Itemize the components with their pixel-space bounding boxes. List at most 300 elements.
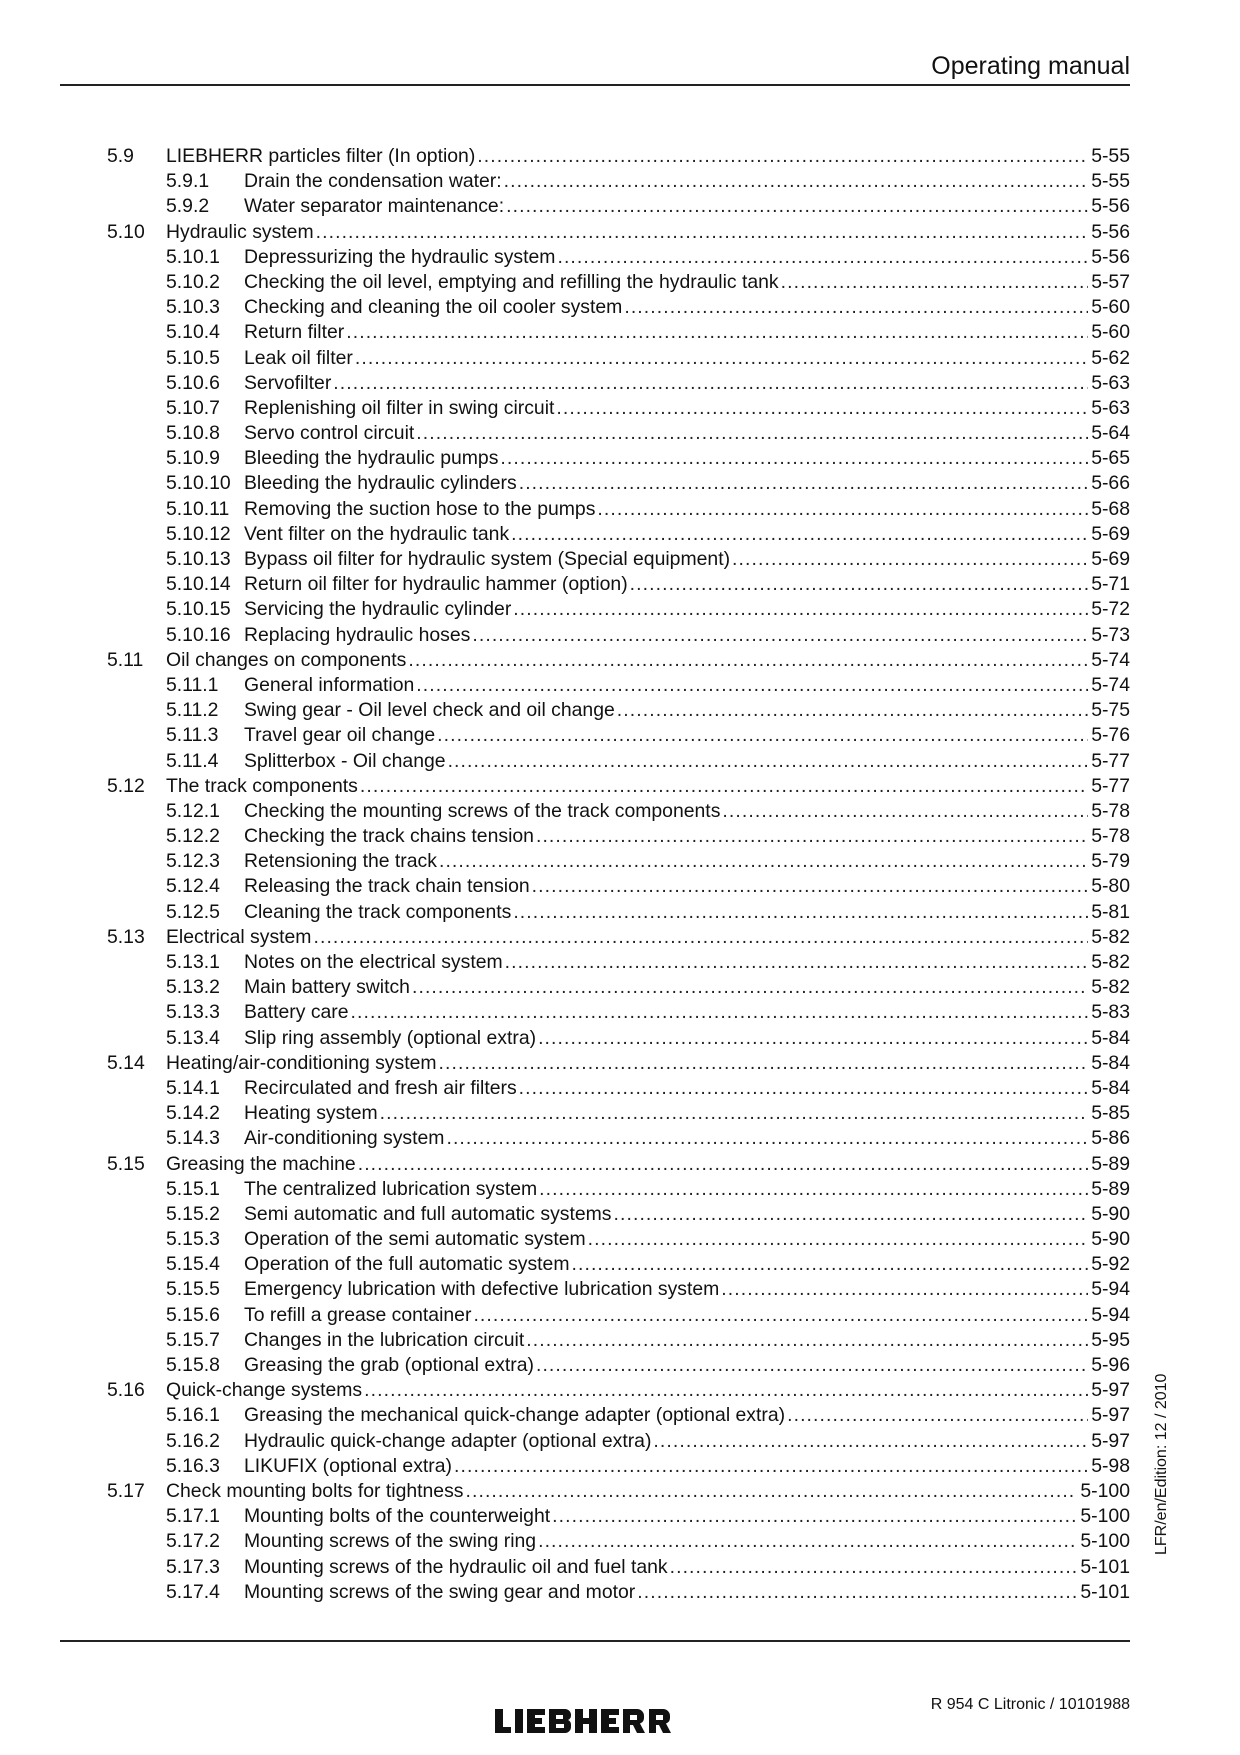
toc-entry-title: Mounting screws of the swing ring — [244, 1530, 537, 1553]
dot-leader — [597, 497, 1088, 522]
toc-entry-page: 5-78 — [1091, 825, 1130, 848]
toc-entry[interactable] — [107, 270, 1130, 295]
dot-leader — [448, 749, 1089, 774]
toc-entry-title: Bleeding the hydraulic cylinders — [244, 472, 517, 495]
toc-entry-page: 5-82 — [1091, 976, 1130, 999]
toc-entry[interactable] — [107, 1202, 1130, 1227]
toc-entry-page: 5-82 — [1091, 925, 1130, 948]
toc-entry-page: 5-55 — [1091, 170, 1130, 193]
dot-leader — [670, 1555, 1078, 1580]
toc-entry-line — [244, 623, 1130, 648]
toc-entry-line — [166, 774, 1130, 799]
toc-entry-line — [244, 346, 1130, 371]
toc-entry-number: 5.16.1 — [166, 1404, 220, 1427]
toc-entry-number: 5.12 — [107, 774, 145, 797]
toc-entry-line — [244, 723, 1130, 748]
toc-entry-number: 5.15.4 — [166, 1253, 220, 1276]
toc-entry-title: Depressurizing the hydraulic system — [244, 245, 556, 268]
toc-entry[interactable] — [107, 194, 1130, 219]
dot-leader — [552, 1504, 1077, 1529]
toc-entry[interactable] — [107, 1177, 1130, 1202]
dot-leader — [571, 1252, 1088, 1277]
toc-entry[interactable] — [107, 597, 1130, 622]
toc-entry-line — [244, 1252, 1130, 1277]
toc-entry[interactable] — [107, 1277, 1130, 1302]
toc-entry-title: Recirculated and fresh air filters — [244, 1076, 517, 1099]
toc-entry-number: 5.10.5 — [166, 346, 220, 369]
toc-entry-line — [244, 849, 1130, 874]
toc-entry-title: LIKUFIX (optional extra) — [244, 1454, 452, 1477]
toc-entry[interactable] — [107, 572, 1130, 597]
toc-entry-line — [244, 950, 1130, 975]
dot-leader — [358, 1152, 1088, 1177]
dot-leader — [526, 1328, 1088, 1353]
toc-entry-title: Water separator maintenance: — [244, 195, 505, 218]
toc-entry[interactable] — [107, 1429, 1130, 1454]
dot-leader — [439, 849, 1088, 874]
toc-entry[interactable] — [107, 1479, 1130, 1504]
toc-entry-line — [244, 799, 1130, 824]
toc-entry-number: 5.9.2 — [166, 195, 210, 218]
toc-entry[interactable] — [107, 1152, 1130, 1177]
toc-entry-page: 5-95 — [1091, 1328, 1130, 1351]
toc-entry-line — [244, 371, 1130, 396]
dot-leader — [437, 723, 1088, 748]
toc-entry-number: 5.10.2 — [166, 270, 220, 293]
toc-entry-title: Splitterbox - Oil change — [244, 749, 446, 772]
dot-leader — [538, 1026, 1088, 1051]
dot-leader — [617, 698, 1088, 723]
toc-entry[interactable] — [107, 371, 1130, 396]
toc-entry-line — [244, 497, 1130, 522]
toc-entry[interactable] — [107, 1076, 1130, 1101]
dot-leader — [380, 1101, 1089, 1126]
dot-leader — [416, 421, 1088, 446]
dot-leader — [500, 446, 1088, 471]
toc-entry-page: 5-90 — [1091, 1202, 1130, 1225]
toc-entry-title: Greasing the mechanical quick-change adapter (optional extra) — [244, 1404, 786, 1427]
dot-leader — [364, 1378, 1088, 1403]
toc-entry-title: Drain the condensation water: — [244, 170, 502, 193]
toc-entry-line — [244, 1000, 1130, 1025]
toc-entry-title: Mounting screws of the hydraulic oil and fuel tank — [244, 1555, 668, 1578]
dot-leader — [316, 220, 1089, 245]
toc-entry-title: Travel gear oil change — [244, 724, 436, 747]
toc-entry-line — [244, 1328, 1130, 1353]
edition-label: LFR/en/Edition: 12 / 2010 — [1153, 1373, 1170, 1555]
dot-leader — [473, 1303, 1088, 1328]
dot-leader — [360, 774, 1088, 799]
toc-entry[interactable] — [107, 295, 1130, 320]
toc-entry-number: 5.17.3 — [166, 1555, 220, 1578]
toc-entry-page: 5-83 — [1091, 1001, 1130, 1024]
toc-entry-line — [166, 144, 1130, 169]
toc-entry-title: Mounting screws of the swing gear and motor — [244, 1580, 636, 1603]
toc-entry-page: 5-94 — [1091, 1303, 1130, 1326]
toc-entry-page: 5-63 — [1091, 396, 1130, 419]
toc-entry-title: Semi automatic and full automatic systems — [244, 1202, 612, 1225]
toc-entry[interactable] — [107, 849, 1130, 874]
toc-entry-title: Heating system — [244, 1102, 378, 1125]
toc-entry-title: Emergency lubrication with defective lubrication system — [244, 1278, 720, 1301]
toc-entry[interactable] — [107, 1403, 1130, 1428]
toc-entry-number: 5.10.4 — [166, 321, 220, 344]
toc-entry-line — [244, 824, 1130, 849]
dot-leader — [313, 925, 1088, 950]
toc-entry-page: 5-60 — [1091, 321, 1130, 344]
dot-leader — [532, 874, 1089, 899]
toc-entry-line — [244, 446, 1130, 471]
toc-entry-number: 5.11.4 — [166, 749, 219, 772]
toc-entry-title: Greasing the grab (optional extra) — [244, 1354, 534, 1376]
toc-entry-title: Changes in the lubrication circuit — [244, 1328, 525, 1351]
toc-entry-page: 5-101 — [1080, 1580, 1130, 1603]
dot-leader — [732, 547, 1088, 572]
toc-entry[interactable] — [107, 1101, 1130, 1126]
toc-entry-page: 5-97 — [1091, 1404, 1130, 1427]
toc-entry[interactable] — [107, 421, 1130, 446]
toc-entry-line — [166, 1152, 1130, 1177]
toc-entry-page: 5-74 — [1091, 673, 1130, 696]
toc-entry[interactable] — [107, 623, 1130, 648]
toc-entry-number: 5.15.2 — [166, 1202, 220, 1225]
toc-entry-number: 5.10.3 — [166, 296, 220, 319]
toc-entry-number: 5.13 — [107, 925, 145, 948]
toc-entry-line — [244, 1429, 1130, 1454]
toc-entry[interactable] — [107, 925, 1130, 950]
toc-entry-title: Operation of the full automatic system — [244, 1253, 570, 1276]
dot-leader — [630, 572, 1089, 597]
toc-entry[interactable] — [107, 1126, 1130, 1151]
toc-entry-title: LIEBHERR particles filter (In option) — [166, 145, 476, 167]
toc-entry-title: The centralized lubrication system — [244, 1177, 538, 1200]
toc-entry-number: 5.16.3 — [166, 1454, 220, 1477]
toc-entry-page: 5-97 — [1091, 1379, 1130, 1402]
toc-entry-title: Releasing the track chain tension — [244, 875, 530, 898]
toc-entry[interactable] — [107, 723, 1130, 748]
toc-entry-line — [244, 194, 1130, 219]
toc-entry-line — [244, 547, 1130, 572]
toc-entry-page: 5-84 — [1091, 1076, 1130, 1099]
toc-entry-line — [244, 1580, 1130, 1605]
toc-entry-number: 5.10.12 — [166, 522, 231, 545]
dot-leader — [511, 522, 1088, 547]
toc-entry-page: 5-101 — [1080, 1555, 1130, 1578]
toc-entry-number: 5.15.1 — [166, 1177, 220, 1200]
toc-entry-line — [166, 1479, 1130, 1504]
toc-entry-title: Greasing the machine — [166, 1152, 356, 1175]
dot-leader — [408, 648, 1088, 673]
toc-entry[interactable] — [107, 950, 1130, 975]
toc-entry-page: 5-74 — [1091, 648, 1130, 671]
toc-entry-line — [244, 1026, 1130, 1051]
toc-entry-number: 5.11 — [107, 648, 144, 671]
toc-entry-page: 5-62 — [1091, 346, 1130, 369]
toc-entry-page: 5-63 — [1091, 371, 1130, 394]
toc-entry-line — [244, 1126, 1130, 1151]
liebherr-logo — [493, 1706, 689, 1738]
toc-entry[interactable] — [107, 1378, 1130, 1403]
toc-entry-number: 5.15.6 — [166, 1303, 220, 1326]
toc-entry-line — [166, 1051, 1130, 1076]
toc-entry-title: Servofilter — [244, 371, 332, 394]
toc-entry-line — [244, 396, 1130, 421]
toc-entry-number: 5.10.10 — [166, 472, 231, 495]
toc-entry[interactable] — [107, 346, 1130, 371]
toc-entry-page: 5-64 — [1091, 422, 1130, 445]
toc-entry[interactable] — [107, 1000, 1130, 1025]
toc-entry-page: 5-60 — [1091, 296, 1130, 319]
toc-entry-line — [244, 169, 1130, 194]
toc-entry-page: 5-96 — [1091, 1354, 1130, 1376]
toc-entry-number: 5.10.8 — [166, 422, 220, 445]
toc-entry-number: 5.15.8 — [166, 1354, 220, 1376]
dot-leader — [465, 1479, 1077, 1504]
toc-entry-number: 5.10.15 — [166, 598, 231, 621]
dot-leader — [588, 1227, 1089, 1252]
dot-leader — [721, 1277, 1088, 1302]
toc-entry-line — [244, 1353, 1130, 1378]
dot-leader — [624, 295, 1088, 320]
toc-entry[interactable] — [107, 648, 1130, 673]
toc-entry[interactable] — [107, 471, 1130, 496]
toc-entry-line — [244, 471, 1130, 496]
toc-entry-page: 5-94 — [1091, 1278, 1130, 1301]
toc-entry-title: Servo control circuit — [244, 422, 415, 445]
toc-entry-page: 5-65 — [1091, 447, 1130, 470]
footer-divider — [60, 1640, 1130, 1642]
toc-entry-page: 5-80 — [1091, 875, 1130, 898]
toc-entry-line — [244, 597, 1130, 622]
toc-entry-page: 5-85 — [1091, 1102, 1130, 1125]
toc-entry[interactable] — [107, 874, 1130, 899]
toc-entry[interactable] — [107, 1051, 1130, 1076]
toc-entry-title: Main battery switch — [244, 976, 410, 999]
dot-leader — [416, 673, 1088, 698]
toc-entry-page: 5-82 — [1091, 951, 1130, 973]
toc-entry[interactable] — [107, 1529, 1130, 1554]
toc-entry[interactable] — [107, 547, 1130, 572]
toc-entry-number: 5.16.2 — [166, 1429, 220, 1452]
toc-entry[interactable] — [107, 1227, 1130, 1252]
toc-entry[interactable] — [107, 1026, 1130, 1051]
toc-entry-number: 5.11.3 — [166, 724, 219, 747]
toc-entry[interactable] — [107, 522, 1130, 547]
toc-entry-number: 5.14.3 — [166, 1127, 220, 1150]
dot-leader — [351, 1000, 1089, 1025]
toc-entry-number: 5.9.1 — [166, 170, 210, 193]
toc-entry[interactable] — [107, 673, 1130, 698]
table-of-contents — [107, 144, 1130, 1605]
toc-entry-line — [244, 749, 1130, 774]
toc-entry-line — [166, 648, 1130, 673]
toc-entry[interactable] — [107, 396, 1130, 421]
dot-leader — [504, 169, 1089, 194]
toc-entry-number: 5.12.3 — [166, 850, 220, 873]
dot-leader — [538, 1529, 1077, 1554]
dot-leader — [722, 799, 1088, 824]
toc-entry-title: Hydraulic system — [166, 220, 314, 243]
toc-entry-page: 5-92 — [1091, 1253, 1130, 1276]
toc-entry-page: 5-55 — [1091, 145, 1130, 167]
toc-entry-line — [244, 320, 1130, 345]
toc-entry[interactable] — [107, 1454, 1130, 1479]
toc-entry-title: Hydraulic quick-change adapter (optional extra) — [244, 1429, 652, 1452]
toc-entry-number: 5.10 — [107, 220, 145, 243]
toc-entry-line — [244, 1555, 1130, 1580]
toc-entry-number: 5.10.13 — [166, 548, 231, 570]
toc-entry[interactable] — [107, 1328, 1130, 1353]
toc-entry-number: 5.10.7 — [166, 396, 220, 419]
dot-leader — [787, 1403, 1088, 1428]
toc-entry-page: 5-84 — [1091, 1051, 1130, 1074]
toc-entry-title: Operation of the semi automatic system — [244, 1228, 586, 1251]
toc-entry-title: Replenishing oil filter in swing circuit — [244, 396, 555, 419]
page-header-title: Operating manual — [931, 52, 1130, 80]
toc-entry-number: 5.10.1 — [166, 245, 220, 268]
toc-entry-line — [244, 900, 1130, 925]
model-code: R 954 C Litronic / 10101988 — [930, 1696, 1130, 1713]
toc-entry-number: 5.10.16 — [166, 623, 231, 646]
toc-entry[interactable] — [107, 169, 1130, 194]
toc-entry-line — [244, 295, 1130, 320]
toc-entry-number: 5.11.2 — [166, 699, 219, 722]
toc-entry-page: 5-75 — [1091, 699, 1130, 722]
toc-entry[interactable] — [107, 1555, 1130, 1580]
toc-entry-page: 5-56 — [1091, 220, 1130, 243]
toc-entry[interactable] — [107, 220, 1130, 245]
dot-leader — [557, 245, 1088, 270]
toc-entry-number: 5.9 — [107, 145, 134, 167]
toc-entry-number: 5.17.1 — [166, 1505, 220, 1528]
dot-leader — [556, 396, 1088, 421]
toc-entry-line — [244, 874, 1130, 899]
toc-entry[interactable] — [107, 824, 1130, 849]
toc-entry[interactable] — [107, 900, 1130, 925]
toc-entry[interactable] — [107, 1504, 1130, 1529]
toc-entry-number: 5.17.2 — [166, 1530, 220, 1553]
toc-entry-line — [244, 1504, 1130, 1529]
toc-entry-line — [244, 673, 1130, 698]
toc-entry[interactable] — [107, 1252, 1130, 1277]
toc-entry[interactable] — [107, 774, 1130, 799]
toc-entry-line — [244, 1227, 1130, 1252]
toc-entry-line — [166, 1378, 1130, 1403]
toc-entry-page: 5-66 — [1091, 472, 1130, 495]
toc-entry-title: Removing the suction hose to the pumps — [244, 497, 596, 520]
toc-entry-number: 5.10.9 — [166, 447, 220, 470]
toc-entry-title: Heating/air-conditioning system — [166, 1051, 437, 1074]
toc-entry[interactable] — [107, 320, 1130, 345]
toc-entry-line — [166, 925, 1130, 950]
toc-entry-number: 5.14.2 — [166, 1102, 220, 1125]
toc-entry-line — [244, 1101, 1130, 1126]
toc-entry-number: 5.10.11 — [166, 497, 230, 520]
dot-leader — [519, 471, 1088, 496]
toc-entry-number: 5.12.1 — [166, 799, 220, 822]
toc-entry-page: 5-97 — [1091, 1429, 1130, 1452]
toc-entry-title: Battery care — [244, 1001, 349, 1024]
dot-leader — [614, 1202, 1089, 1227]
toc-entry-title: Leak oil filter — [244, 346, 353, 369]
toc-entry-number: 5.12.5 — [166, 900, 220, 923]
dot-leader — [446, 1126, 1088, 1151]
toc-entry[interactable] — [107, 144, 1130, 169]
dot-leader — [477, 144, 1088, 169]
toc-entry-number: 5.15.3 — [166, 1228, 220, 1251]
toc-entry[interactable] — [107, 245, 1130, 270]
toc-entry-title: Retensioning the track — [244, 850, 437, 873]
toc-entry-number: 5.15 — [107, 1152, 145, 1175]
toc-entry[interactable] — [107, 446, 1130, 471]
toc-entry-line — [166, 220, 1130, 245]
dot-leader — [333, 371, 1088, 396]
toc-entry-title: Checking and cleaning the oil cooler system — [244, 296, 623, 319]
toc-entry-title: Bleeding the hydraulic pumps — [244, 447, 499, 470]
toc-entry-title: To refill a grease container — [244, 1303, 472, 1326]
toc-entry-title: Notes on the electrical system — [244, 951, 503, 973]
toc-entry-title: Return oil filter for hydraulic hammer (option) — [244, 573, 628, 596]
toc-entry[interactable] — [107, 1303, 1130, 1328]
toc-entry-page: 5-71 — [1091, 573, 1130, 596]
toc-entry-page: 5-72 — [1091, 598, 1130, 621]
toc-entry-title: Cleaning the track components — [244, 900, 512, 923]
toc-entry-line — [244, 572, 1130, 597]
toc-entry[interactable] — [107, 749, 1130, 774]
toc-entry-number: 5.15.5 — [166, 1278, 220, 1301]
toc-entry-title: Oil changes on components — [166, 648, 407, 671]
toc-entry-line — [244, 975, 1130, 1000]
dot-leader — [346, 320, 1088, 345]
toc-entry-page: 5-69 — [1091, 548, 1130, 570]
toc-entry-title: Checking the track chains tension — [244, 825, 534, 848]
dot-leader — [454, 1454, 1088, 1479]
toc-entry-page: 5-86 — [1091, 1127, 1130, 1150]
toc-entry-page: 5-84 — [1091, 1026, 1130, 1049]
toc-entry-title: Checking the mounting screws of the track components — [244, 799, 721, 822]
toc-entry[interactable] — [107, 975, 1130, 1000]
toc-entry-number: 5.13.4 — [166, 1026, 220, 1049]
header-divider — [60, 84, 1130, 86]
toc-entry-page: 5-68 — [1091, 497, 1130, 520]
dot-leader — [355, 346, 1088, 371]
dot-leader — [439, 1051, 1089, 1076]
toc-entry-title: Air-conditioning system — [244, 1127, 445, 1150]
toc-entry[interactable] — [107, 1353, 1130, 1378]
toc-entry-title: Replacing hydraulic hoses — [244, 623, 471, 646]
toc-entry-line — [244, 1403, 1130, 1428]
toc-entry-line — [244, 522, 1130, 547]
toc-entry-page: 5-81 — [1091, 900, 1130, 923]
toc-entry[interactable] — [107, 698, 1130, 723]
dot-leader — [519, 1076, 1089, 1101]
toc-entry-title: Vent filter on the hydraulic tank — [244, 522, 510, 545]
toc-entry[interactable] — [107, 497, 1130, 522]
toc-entry-page: 5-89 — [1091, 1152, 1130, 1175]
dot-leader — [637, 1580, 1077, 1605]
toc-entry[interactable] — [107, 1580, 1130, 1605]
toc-entry-page: 5-56 — [1091, 195, 1130, 218]
dot-leader — [513, 900, 1088, 925]
dot-leader — [536, 824, 1088, 849]
dot-leader — [781, 270, 1089, 295]
toc-entry-page: 5-79 — [1091, 850, 1130, 873]
toc-entry-title: Bypass oil filter for hydraulic system (Special equipment) — [244, 548, 731, 570]
toc-entry-number: 5.11.1 — [166, 673, 219, 696]
toc-entry-line — [244, 1202, 1130, 1227]
toc-entry-line — [244, 270, 1130, 295]
toc-entry[interactable] — [107, 799, 1130, 824]
